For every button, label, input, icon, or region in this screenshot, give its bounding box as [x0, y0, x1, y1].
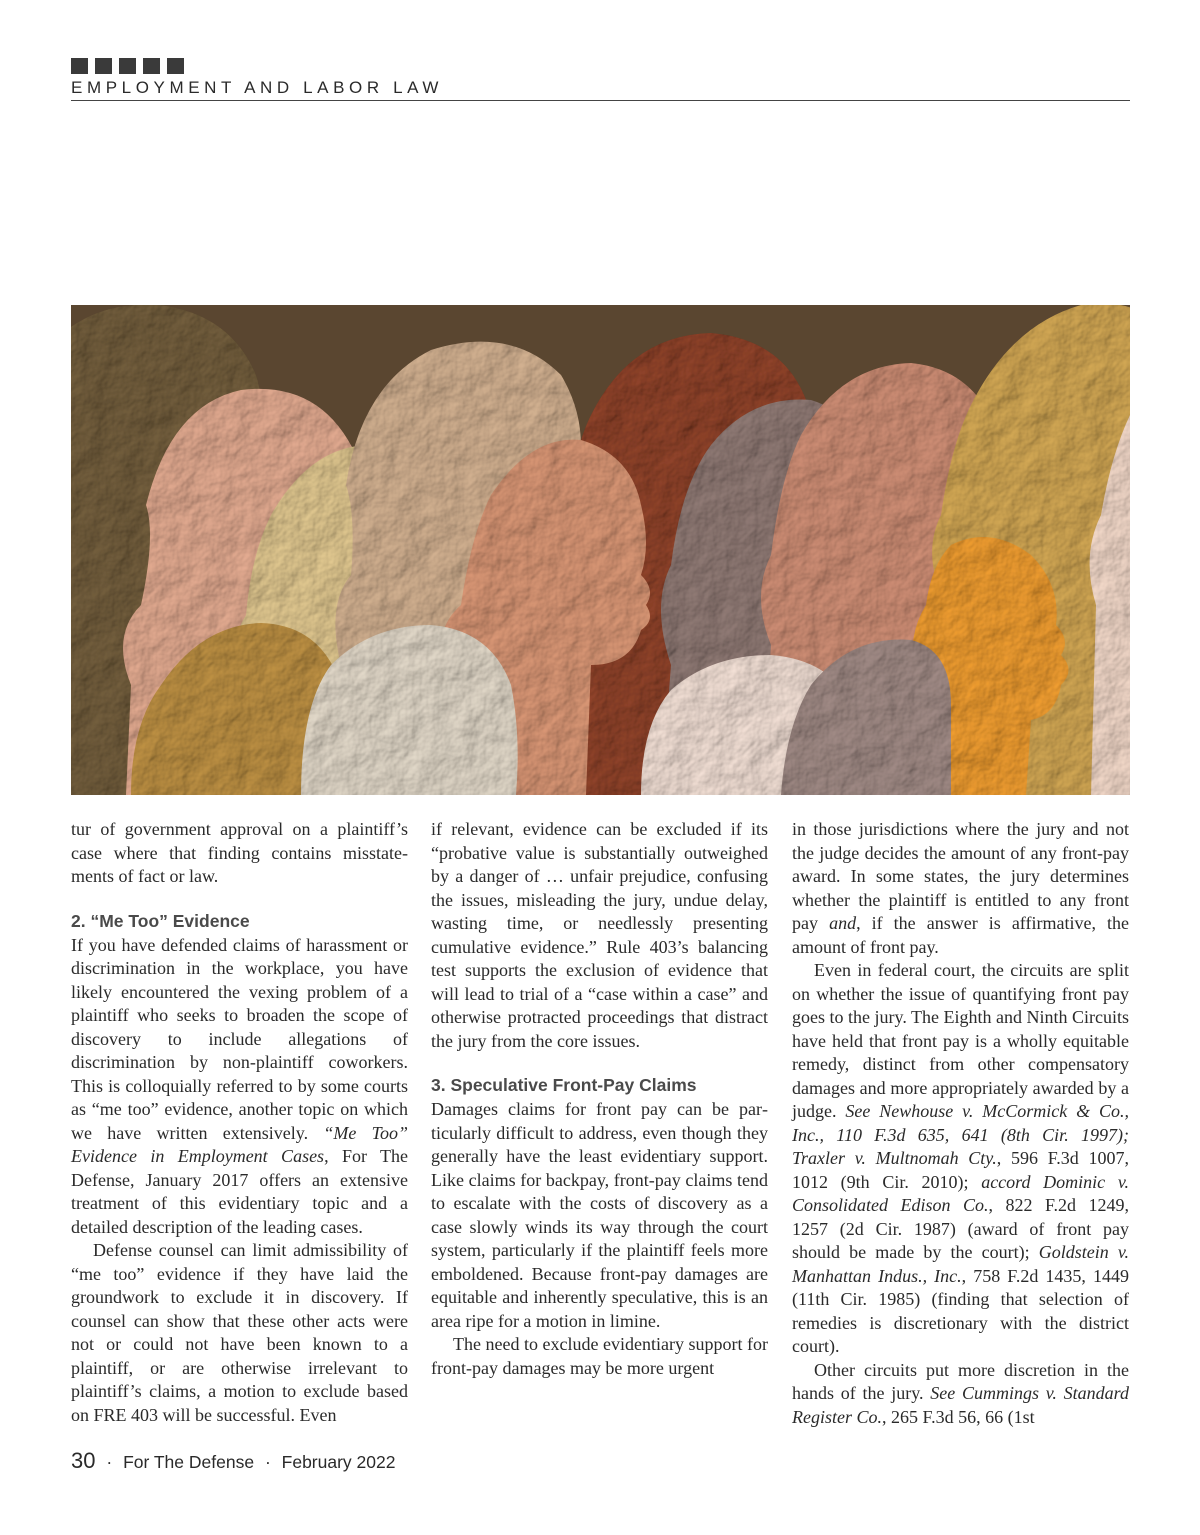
- text-column-3: [792, 818, 1129, 1429]
- footer-separator: ·: [264, 1452, 271, 1472]
- paragraph: if relevant, evidence can be excluded if its “probative value is substantially outweighed by a danger of … unfair prejudice, confusing the issues, misleading the jury, undue delay, wasting time, or needlessly presenting cumulative evidence.” Rule 403’s balancing test supports the exclusion of evidence that will lead to trial of a “case within a case” and otherwise protracted proceedings that distract the jury from the core issues.: [431, 819, 768, 1051]
- paragraph: in those jurisdictions where the jury and not the judge decides the amount of any front-pay award. In some states, the jury determines whether the plaintiff is entitled to any front pay and, if the answer is affirmative, the amount of front pay.: [792, 819, 1129, 957]
- section-heading-front-pay: 3. Speculative Front-Pay Claims: [431, 1075, 697, 1095]
- illustration-svg: [71, 305, 1130, 795]
- marker-square: [119, 58, 136, 74]
- text-column-2: [431, 818, 768, 1380]
- text-column-1: [71, 818, 408, 1427]
- marker-square: [143, 58, 160, 74]
- publication-name: For The Defense: [123, 1452, 255, 1472]
- marker-square: [95, 58, 112, 74]
- paragraph: Other circuits put more discretion in the hands of the jury. See Cummings v. Standard Register Co., 265 F.3d 56, 66 (1st: [792, 1359, 1129, 1427]
- page-number: 30: [71, 1448, 96, 1473]
- section-label: EMPLOYMENT AND LABOR LAW: [71, 78, 444, 97]
- issue-date: February 2022: [281, 1452, 396, 1472]
- paragraph: tur of government approval on a plaintiff’s case where that finding contains misstatements of fact or law.: [71, 819, 408, 886]
- paragraph: The need to exclude evidentiary support for front-pay damages may be more urgent: [431, 1334, 768, 1378]
- paper-heads-illustration: [71, 305, 1130, 795]
- marker-square: [167, 58, 184, 74]
- page-footer: [71, 1448, 395, 1474]
- paragraph: Defense counsel can limit admissibility of “me too” evidence if they have laid the groundwork to exclude it in discovery. If counsel can show that these other acts were not or could not have been known to a plaintiff, or are otherwise irrelevant to plaintiff’s claims, a motion to exclude based on FRE 403 will be successful. Even: [71, 1240, 408, 1425]
- footer-separator: ·: [106, 1452, 113, 1472]
- paragraph: Damages claims for front pay can be particularly difficult to address, even though they generally have the least evidentiary support. Like claims for backpay, front-pay claims tend to escalate with the costs of discovery as a case slowly winds its way through the court system, particularly if the plaintiff feels more emboldened. Because front-pay damages are equitable and inherently speculative, this is an area ripe for a motion in limine.: [431, 1099, 768, 1331]
- paragraph: If you have defended claims of harassment or discrimination in the workplace, you have likely encountered the vexing problem of a plaintiff who seeks to broaden the scope of discovery to include allegations of discrimination by non-plaintiff coworkers. This is colloquially referred to by some courts as “me too” evidence, another topic on which we have written extensively. “Me Too” Evidence in Employment Cases, For The Defense, January 2017 offers an extensive treatment of this evidentiary topic and a detailed description of the leading cases.: [71, 934, 408, 1237]
- marker-square: [71, 58, 88, 74]
- header-rule: [71, 100, 1130, 101]
- paragraph: Even in federal court, the circuits are split on whether the issue of quantifying front pay goes to the jury. The Eighth and Ninth Circuits have held that front pay is a wholly equitable remedy, distinct from other compensatory damages and more appropriately awarded by a judge. See Newhouse v. McCormick & Co., Inc., 110 F.3d 635, 641 (8th Cir. 1997); Traxler v. Multnomah Cty., 596 F.3d 1007, 1012 (9th Cir. 2010); accord Dominic v. Consolidated Edison Co., 822 F.2d 1249, 1257 (2d Cir. 1987) (award of front pay should be made by the court); Goldstein v. Manhattan Indus., Inc., 758 F.2d 1435, 1449 (11th Cir. 1985) (finding that selection of remedies is discretionary with the district court).: [792, 960, 1129, 1356]
- section-marker-squares: [71, 58, 184, 74]
- section-heading-me-too: 2. “Me Too” Evidence: [71, 910, 250, 931]
